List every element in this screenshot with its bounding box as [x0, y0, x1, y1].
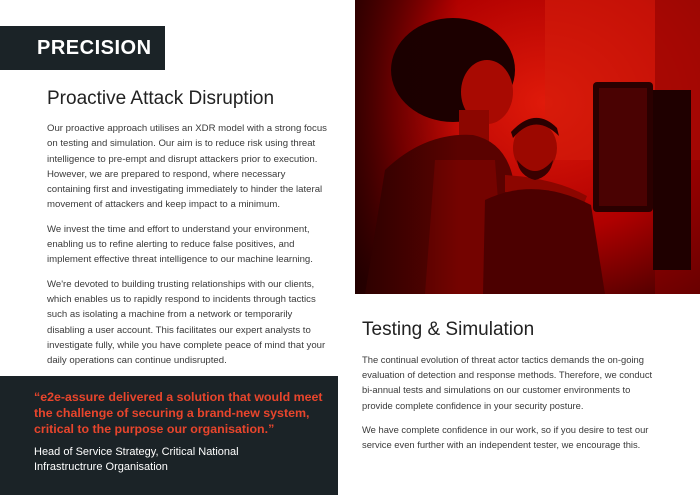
testing-paragraph-1: The continual evolution of threat actor tactics demands the on-going evaluation of detection and response methods. Therefore, we conduct bi-annual tests and simulations on our customer environments to provide complete confidence in your security posture.: [362, 354, 653, 411]
testing-section: [362, 318, 662, 461]
testing-paragraph-2: We have complete confidence in our work, so if you desire to test our service even further with an independent tester, we encourage this.: [362, 423, 649, 451]
attribution-line-2: Infrastructrure Organisation: [34, 461, 168, 474]
banner-label: PRECISION: [37, 36, 152, 59]
testing-heading: Testing & Simulation: [362, 319, 535, 340]
testimonial-box: [0, 376, 338, 495]
proactive-heading: Proactive Attack Disruption: [47, 88, 275, 109]
team-photo: [355, 0, 700, 294]
team-photo-illustration: [355, 0, 700, 294]
proactive-paragraph-2: We invest the time and effort to understand your environment, enabling us to refine alerting to reduce false positives, and implement effective threat intelligence to our machine learning.: [47, 223, 313, 266]
testimonial-attribution: [34, 445, 326, 475]
section-banner: [0, 26, 165, 70]
testimonial-quote: “e2e-assure delivered a solution that would meet the challenge of securing a brand-new system, critical to the purpose our organisation.”: [34, 390, 323, 436]
attribution-line-1: Head of Service Strategy, Critical National: [34, 446, 239, 459]
proactive-paragraph-1: Our proactive approach utilises an XDR model with a strong focus on testing and simulation. Our aim is to reduce risk using threat intelligence to pre-empt and disrupt attackers prior to execution. However, we are prepared to respond, where necessary containing first and investigating immediately to hinder the lateral movement of attackers and keep impact to a minimum.: [47, 123, 327, 211]
proactive-paragraph-3: We're devoted to building trusting relationships with our clients, which enables us to rapidly respond to incidents through tactics such as isolating a machine from a network or temporarily disabling a user account. This facilitates our expert analysts to investigate fully, while you have complete peace of mind that your daily operations can continue undisrupted.: [47, 278, 326, 367]
proactive-section: [47, 87, 327, 377]
